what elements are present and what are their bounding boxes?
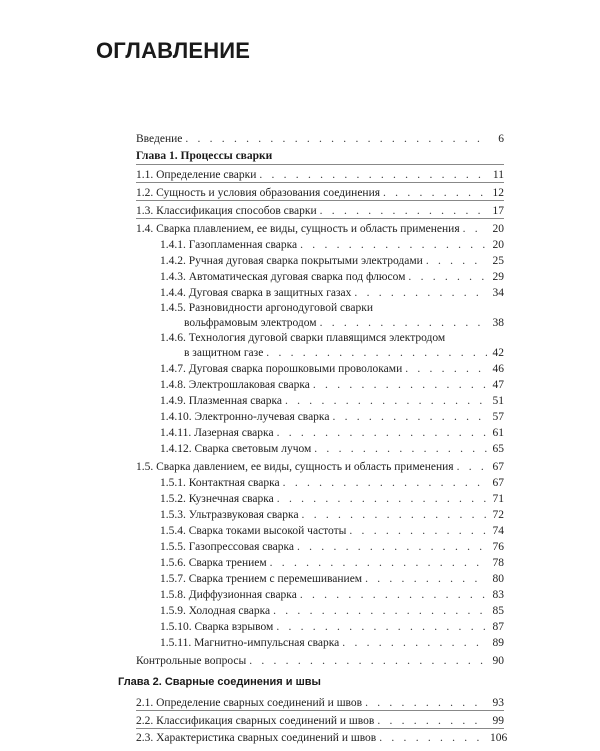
toc-entry-page: 20 [492, 239, 504, 251]
toc-entry-text: 1.5.10. Сварка взрывом [160, 621, 274, 633]
toc-entry[interactable] [136, 168, 504, 188]
toc-leader-dots [276, 620, 487, 634]
toc-leader-dots [426, 254, 487, 268]
toc-entry[interactable] [136, 731, 508, 751]
toc-entry-page: 65 [492, 443, 504, 455]
toc-entry-page: 85 [492, 605, 504, 617]
toc-entry-text: 1.5.8. Диффузионная сварка [160, 589, 297, 601]
toc-entry-text: в защитном газе [184, 347, 264, 359]
toc-entry-first-line[interactable]: 1.4.6. Технология дуговой сварки плавящимся электродом [160, 332, 446, 344]
toc-rule [136, 200, 504, 201]
toc-entry-page: 29 [492, 271, 504, 283]
toc-leader-dots [405, 362, 487, 376]
toc-leader-dots [285, 394, 487, 408]
toc-entry-text: 2.1. Определение сварных соединений и швов [136, 697, 363, 709]
toc-entry-page: 83 [492, 589, 504, 601]
toc-entry-page: 78 [492, 557, 504, 569]
toc-leader-dots [320, 316, 487, 330]
toc-entry-page: 51 [492, 395, 504, 407]
toc-entry-text: 1.4.12. Сварка световым лучом [160, 443, 312, 455]
toc-leader-dots [377, 714, 487, 728]
chapter-1-rule [136, 164, 504, 165]
toc-entry-page: 99 [492, 715, 504, 727]
toc-entry-text: 1.5.3. Ультразвуковая сварка [160, 509, 299, 521]
toc-entry-page: 46 [492, 363, 504, 375]
toc-entry-text: вольфрамовым электродом [184, 317, 317, 329]
toc-entry-page: 106 [490, 732, 508, 744]
toc-entry-text: 1.5.6. Сварка трением [160, 557, 267, 569]
toc-entry-first-line[interactable]: 1.4.5. Разновидности аргонодуговой сварки [160, 302, 373, 314]
toc-entry[interactable] [160, 442, 504, 462]
toc-entry-page: 12 [492, 187, 504, 199]
toc-leader-dots [349, 524, 487, 538]
toc-leader-dots [300, 588, 487, 602]
toc-leader-dots [297, 540, 487, 554]
toc-entry-page: 20 [492, 223, 504, 235]
toc-entry-text: 1.5.11. Магнитно-импульсная сварка [160, 637, 340, 649]
toc-entry-page: 57 [492, 411, 504, 423]
toc-entry-text: Введение [136, 133, 183, 145]
toc-rule [136, 182, 504, 183]
toc-entry-text: 2.3. Характеристика сварных соединений и швов [136, 732, 377, 744]
toc-entry-page: 90 [492, 655, 504, 667]
toc-entry-page: 6 [498, 133, 504, 145]
toc-leader-dots [314, 442, 487, 456]
toc-entry-text: 2.2. Классификация сварных соединений и швов [136, 715, 375, 727]
toc-entry-text: 1.5.4. Сварка токами высокой частоты [160, 525, 347, 537]
toc-leader-dots [185, 132, 487, 146]
toc-entry-page: 93 [492, 697, 504, 709]
toc-rule [136, 218, 504, 219]
toc-leader-dots [365, 696, 487, 710]
toc-leader-dots [342, 636, 487, 650]
toc-entry-page: 87 [492, 621, 504, 633]
toc-leader-dots [320, 204, 487, 218]
toc-entry-text: 1.4. Сварка плавлением, ее виды, сущность и область применения [136, 223, 460, 235]
toc-leader-dots [277, 492, 487, 506]
toc-leader-dots [457, 460, 487, 474]
toc-leader-dots [313, 378, 487, 392]
toc-entry-page: 17 [492, 205, 504, 217]
toc-entry-page: 76 [492, 541, 504, 553]
toc-entry-text: 1.4.7. Дуговая сварка порошковыми проволоками [160, 363, 403, 375]
toc-entry-page: 11 [492, 169, 504, 181]
toc-entry-text: 1.4.10. Электронно-лучевая сварка [160, 411, 330, 423]
toc-entry-page: 72 [492, 509, 504, 521]
toc-entry-text: 1.5.2. Кузнечная сварка [160, 493, 274, 505]
toc-entry-page: 61 [492, 427, 504, 439]
toc-rule [136, 728, 504, 729]
toc-entry-page: 80 [492, 573, 504, 585]
toc-leader-dots [408, 270, 487, 284]
toc-entry-page: 89 [492, 637, 504, 649]
toc-leader-dots [283, 476, 487, 490]
toc-leader-dots [270, 556, 487, 570]
toc-entry-text: 1.4.4. Дуговая сварка в защитных газах [160, 287, 352, 299]
toc-leader-dots [273, 604, 487, 618]
toc-leader-dots [332, 410, 487, 424]
toc-entry-intro[interactable] [136, 132, 504, 152]
toc-entry[interactable] [160, 636, 504, 656]
toc-entry-text: 1.3. Классификация способов сварки [136, 205, 317, 217]
chapter-2-heading[interactable]: Глава 2. Сварные соединения и швы [118, 676, 321, 688]
toc-entry-control-questions[interactable] [136, 654, 504, 674]
toc-leader-dots [302, 508, 487, 522]
toc-leader-dots [277, 426, 487, 440]
toc-entry-page: 34 [492, 287, 504, 299]
toc-entry-text: 1.5.1. Контактная сварка [160, 477, 280, 489]
toc-entry-page: 38 [492, 317, 504, 329]
toc-leader-dots [259, 168, 487, 182]
toc-entry-page: 42 [492, 347, 504, 359]
toc-entry-text: 1.5.7. Сварка трением с перемешиванием [160, 573, 363, 585]
toc-entry-page: 47 [492, 379, 504, 391]
toc-leader-dots [383, 186, 487, 200]
toc-entry-text: 1.5. Сварка давлением, ее виды, сущность и область применения [136, 461, 454, 473]
toc-leader-dots [300, 238, 487, 252]
toc-leader-dots [266, 346, 487, 360]
chapter-1-heading[interactable]: Глава 1. Процессы сварки [136, 150, 273, 162]
toc-entry-page: 67 [492, 477, 504, 489]
toc-entry-text: 1.4.3. Автоматическая дуговая сварка под флюсом [160, 271, 406, 283]
toc-entry-text: 1.1. Определение сварки [136, 169, 257, 181]
toc-leader-dots [365, 572, 487, 586]
toc-entry-text: 1.2. Сущность и условия образования соединения [136, 187, 381, 199]
toc-leader-dots [249, 654, 487, 668]
toc-entry-page: 67 [492, 461, 504, 473]
toc-leader-dots [463, 222, 487, 236]
toc-entry-text: Контрольные вопросы [136, 655, 247, 667]
toc-leader-dots [354, 286, 487, 300]
toc-entry-text: 1.4.9. Плазменная сварка [160, 395, 282, 407]
toc-rule [136, 710, 504, 711]
toc-entry-text: 1.4.8. Электрошлаковая сварка [160, 379, 310, 391]
toc-entry-page: 25 [492, 255, 504, 267]
toc-entry-text: 1.5.9. Холодная сварка [160, 605, 271, 617]
toc-entry-page: 71 [492, 493, 504, 505]
toc-entry-page: 74 [492, 525, 504, 537]
page-title: ОГЛАВЛЕНИЕ [96, 38, 251, 63]
toc-entry[interactable] [136, 204, 504, 224]
toc-entry-text: 1.4.11. Лазерная сварка [160, 427, 274, 439]
toc-entry[interactable] [136, 186, 504, 206]
toc-entry-text: 1.4.1. Газопламенная сварка [160, 239, 298, 251]
toc-leader-dots [379, 731, 487, 745]
toc-entry-text: 1.4.2. Ручная дуговая сварка покрытыми электродами [160, 255, 423, 267]
toc-entry-text: 1.5.5. Газопрессовая сварка [160, 541, 294, 553]
toc-entry[interactable] [136, 696, 504, 716]
